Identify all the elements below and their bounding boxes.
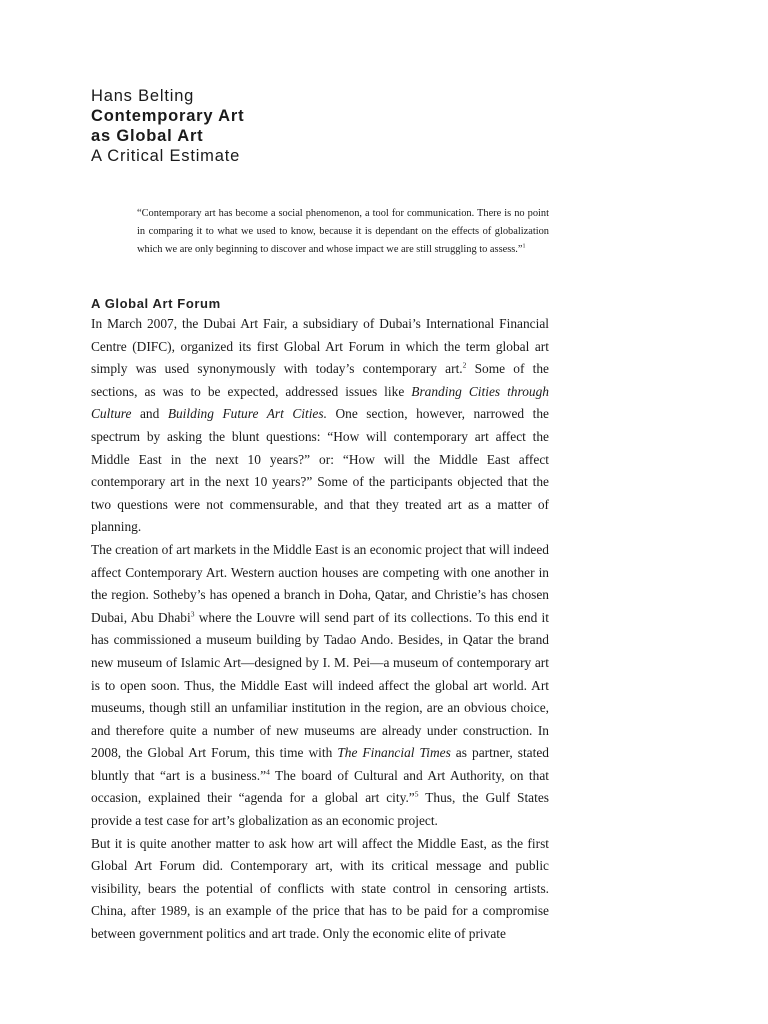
footnote-ref-4: 4 bbox=[266, 767, 270, 777]
p1-text-b: Some of the sections, as was to be expected, addressed issues like bbox=[91, 361, 549, 399]
title-line-2: as Global Art bbox=[91, 127, 204, 145]
footnote-ref-5: 5 bbox=[414, 790, 419, 799]
p1-text-a: In March 2007, the Dubai Art Fair, a subsidiary of Dubai’s International Financial Centre (DIFC), organized its first Global Art Forum in which the term global art simply was used synonymously with today’s contemporary art. bbox=[91, 316, 549, 377]
footnote-ref-1: 1 bbox=[522, 243, 526, 250]
paragraph-1 bbox=[91, 313, 549, 539]
paragraph-3 bbox=[91, 833, 549, 946]
p2-text-a: The creation of art markets in the Middle East is an economic project that will indeed affect Contemporary Art. Western auction houses are competing with one another in the region. Sotheby’s has opened a branch in Doha, Qatar, and Christie’s has chosen Dubai, Abu Dhabi bbox=[91, 541, 549, 625]
body-text bbox=[91, 313, 549, 946]
epigraph-quote bbox=[137, 205, 549, 260]
p2-text-b: where the Louvre will send part of its collections. To this end it has commissioned a museum building by Tadao Ando. Besides, in Qatar the brand new museum of Islamic Art—designed by I. M. Pei—a museum of contemporary art is to open soon. Thus, the Middle East will indeed affect the global art world. Art museums, though still an unfamiliar institution in the region, are an obvious choice, and therefore quite a number of new museums are already under construction. In 2008, the Global Art Forum, this time with bbox=[91, 609, 549, 761]
p3-text-a: But it is quite another matter to ask how art will affect the Middle East, as the first Global Art Forum did. Contemporary art, with its critical message and public visibility, bears the potential of conflicts with state control in censoring artists. China, after 1989, is an example of the price that has to be paid for a compromise between government politics and art trade. Only the economic elite of private bbox=[91, 835, 549, 942]
p2-italic-1: The Financial Times bbox=[337, 745, 451, 761]
paragraph-2 bbox=[91, 539, 549, 833]
author-name: Hans Belting bbox=[91, 87, 195, 105]
p1-text-c: and bbox=[131, 406, 168, 422]
footnote-ref-3: 3 bbox=[190, 609, 195, 619]
p1-italic-1: Branding Cities through Culture bbox=[91, 383, 549, 422]
p2-text-e: Thus, the Gulf States provide a test case for art’s globalization as an economic project. bbox=[91, 790, 550, 829]
title-line-1: Contemporary Art bbox=[91, 107, 245, 125]
section-heading: A Global Art Forum bbox=[91, 296, 221, 311]
title-block bbox=[91, 86, 491, 166]
p2-text-c: as partner, stated bluntly that “art is a business.” bbox=[91, 745, 549, 783]
p1-text-d: One section, however, narrowed the spectrum by asking the blunt questions: “How will contemporary art affect the Middle East in the next 10 years?” or: “How will the Middle East affect contemporary art in the next 10 years?” Some of the participants objected that the two questions were not commensurable, and that they treated art as a matter of planning. bbox=[91, 406, 549, 535]
subtitle: A Critical Estimate bbox=[91, 147, 241, 165]
p2-text-d: The board of Cultural and Art Authority, on that occasion, explained their “agenda for a global art city.” bbox=[91, 767, 549, 806]
p1-italic-2: Building Future Art Cities. bbox=[167, 406, 327, 422]
footnote-ref-2: 2 bbox=[462, 360, 467, 370]
epigraph-text: “Contemporary art has become a social phenomenon, a tool for communication. There is no point in comparing it to what we used to know, because it is dependant on the effects of globalization which we are only beginning to discover and whose impact we are still struggling to assess.” bbox=[137, 208, 549, 256]
